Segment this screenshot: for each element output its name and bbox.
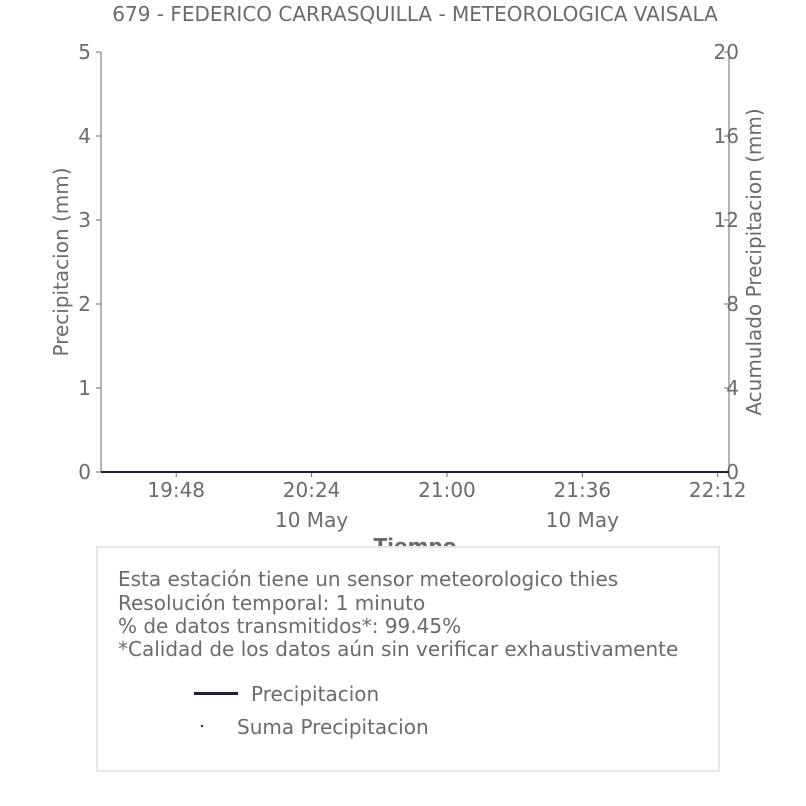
- info-line-station: Esta estación tiene un sensor meteorologico thies: [118, 567, 619, 591]
- info-line-quality: *Calidad de los datos aún sin verificar exhaustivamente: [118, 637, 679, 661]
- y-tick-label: 2: [78, 292, 91, 316]
- y2-tick-label: 16: [713, 124, 739, 148]
- y-axis-label: Precipitacion (mm): [49, 167, 73, 357]
- info-line-resolution: Resolución temporal: 1 minuto: [118, 591, 426, 615]
- y-tick-label: 4: [78, 124, 91, 148]
- legend-dot-swatch: [201, 725, 203, 727]
- x-tick-label: 20:24: [282, 478, 341, 502]
- x-tick-label: 21:00: [418, 478, 476, 502]
- ticks: [78, 40, 746, 532]
- y2-tick-label: 0: [726, 460, 739, 484]
- y-tick-label: 0: [78, 460, 91, 484]
- y2-tick-label: 20: [713, 40, 739, 64]
- info-box: [96, 546, 720, 772]
- info-line-transmitted: % de datos transmitidos*: 99.45%: [118, 614, 462, 638]
- x-tick-date-label: 10 May: [545, 508, 619, 532]
- y2-axis-label: Acumulado Precipitacion (mm): [742, 108, 766, 416]
- y-tick-label: 3: [78, 208, 91, 232]
- x-tick-label: 22:12: [688, 478, 747, 502]
- chart-title: 679 - FEDERICO CARRASQUILLA - METEOROLOGICA VAISALA: [112, 2, 718, 26]
- legend-label-precipitacion: Precipitacion: [251, 682, 380, 706]
- y-tick-label: 5: [78, 40, 91, 64]
- legend-line-swatch: [194, 692, 238, 695]
- legend-label-suma: Suma Precipitacion: [237, 715, 429, 739]
- x-tick-label: 19:48: [147, 478, 206, 502]
- x-tick-date-label: 10 May: [275, 508, 349, 532]
- y2-tick-label: 4: [726, 376, 739, 400]
- axes: [101, 52, 729, 472]
- y2-tick-label: 12: [713, 208, 739, 232]
- x-tick-label: 21:36: [553, 478, 612, 502]
- y-tick-label: 1: [78, 376, 91, 400]
- y2-tick-label: 8: [726, 292, 739, 316]
